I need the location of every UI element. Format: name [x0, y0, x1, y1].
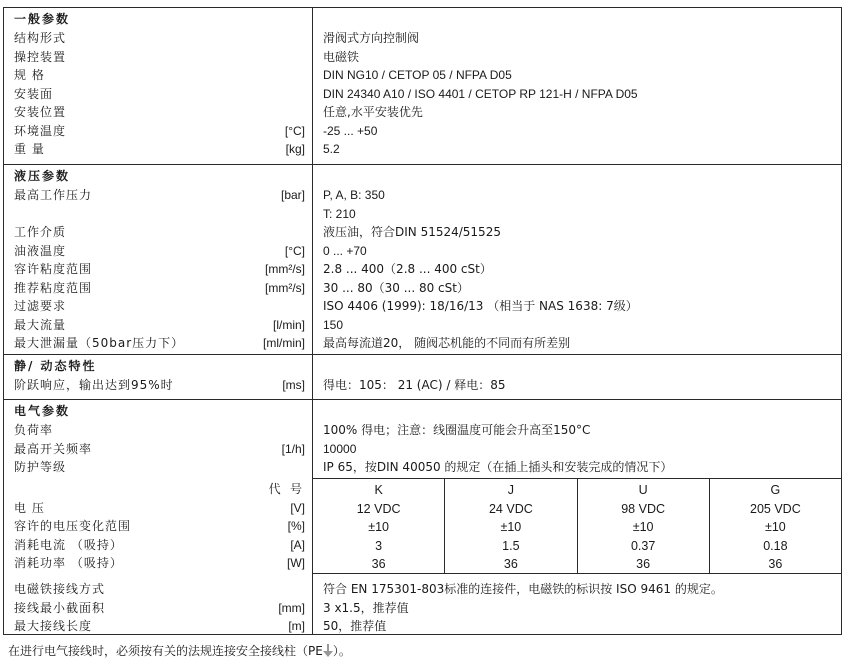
row-unit: [kg]: [285, 142, 305, 156]
row-label: 结构形式: [14, 31, 67, 45]
voltage-column-j: [444, 479, 576, 573]
row-label: 阶跃响应，输出达到95%时: [14, 378, 174, 392]
power-cell: 36: [371, 557, 386, 571]
row-label: 过滤要求: [14, 299, 67, 313]
footnote: [8, 642, 351, 659]
voltage-table: [313, 478, 841, 574]
row-unit: [m]: [288, 619, 305, 633]
row-label: 负荷率: [14, 423, 54, 437]
row-label: 最高开关频率: [14, 441, 93, 456]
voltage-cell: 205 VDC: [750, 501, 801, 516]
row-value: 150: [323, 317, 344, 332]
row-value: 30 ... 80（30 ... 80 cSt）: [323, 280, 469, 295]
row-value: T: 210: [323, 206, 356, 221]
tolerance-cell: ±10: [368, 520, 389, 534]
row-value: 100% 得电；注意：线圈温度可能会升高至150°C: [323, 423, 591, 437]
row-unit: [ms]: [282, 378, 305, 392]
row-value: -25 ... +50: [323, 123, 378, 138]
voltage-cell: 24 VDC: [488, 501, 533, 516]
power-cell: 36: [636, 557, 651, 571]
row-label: 安装位置: [14, 105, 67, 119]
row-label: 接线最小截面积: [14, 600, 106, 615]
row-label: 最大泄漏量（50bar压力下）: [14, 336, 185, 350]
footnote-text: 在进行电气接线时，必须按有关的法规连接安全接线柱（PE: [8, 644, 323, 658]
row-label: 工作介质: [14, 225, 67, 239]
row-label: 消耗功率 （吸持）: [14, 556, 123, 570]
section-title: 一般参数: [14, 12, 71, 26]
row-unit: [mm²/s]: [265, 280, 305, 295]
section-general: [4, 8, 841, 164]
row-label: 重 量: [14, 142, 45, 156]
row-value: DIN 24340 A10 / ISO 4401 / CETOP RP 121-H / NFPA D05: [323, 86, 638, 101]
power-cell: 36: [768, 557, 783, 571]
footnote-text-end: ）。: [332, 644, 351, 658]
code-cell: K: [374, 483, 383, 497]
row-label: 规 格: [14, 68, 45, 82]
spec-table: [3, 7, 842, 635]
row-unit: [bar]: [280, 188, 305, 202]
row-unit: [mm²/s]: [265, 262, 305, 276]
row-value: P, A, B: 350: [323, 188, 385, 202]
row-label: 容许粘度范围: [14, 262, 93, 276]
row-label: 最高工作压力: [14, 188, 93, 202]
row-unit: [W]: [287, 556, 305, 570]
row-label: 最大流量: [14, 317, 67, 332]
row-value: IP 65，按DIN 40050 的规定（在插上插头和安装完成的情况下）: [323, 460, 673, 474]
row-label: 最大接线长度: [14, 619, 93, 633]
row-value: ISO 4406 (1999): 18/16/13 （相当于 NAS 1638: 7级）: [323, 299, 638, 313]
voltage-cell: 98 VDC: [621, 501, 666, 516]
row-unit: [1/h]: [281, 441, 305, 456]
row-unit: [A]: [290, 537, 305, 552]
row-unit: [°C]: [284, 243, 305, 258]
row-label: 防护等级: [14, 460, 67, 474]
row-value: 滑阀式方向控制阀: [323, 31, 420, 45]
row-value: 10000: [323, 441, 357, 456]
row-value: 任意,水平安装优先: [323, 105, 423, 119]
row-value: 3 x1.5，推荐值: [323, 600, 409, 615]
row-value: 电磁铁: [323, 49, 360, 64]
row-label: 操控装置: [14, 49, 67, 64]
power-cell: 36: [503, 557, 518, 571]
current-cell: 3: [375, 538, 383, 553]
row-value: 5.2: [323, 142, 340, 156]
row-label: 油液温度: [14, 243, 67, 258]
current-cell: 1.5: [502, 538, 520, 553]
row-label: 电磁铁接线方式: [14, 582, 106, 596]
section-hydraulic: [4, 164, 841, 354]
section-dynamic: [4, 354, 841, 399]
row-value: 2.8 ... 400（2.8 ... 400 cSt）: [323, 262, 492, 276]
row-value: 50，推荐值: [323, 619, 387, 633]
row-label: 容许的电压变化范围: [14, 519, 132, 533]
row-label: 推荐粘度范围: [14, 280, 93, 295]
row-value: 得电：105： 21 (AC) / 释电：85: [323, 378, 506, 392]
section-title: 静/ 动态特性: [14, 359, 97, 373]
row-label: 电 压: [14, 500, 45, 515]
code-cell: G: [770, 483, 781, 497]
tolerance-cell: ±10: [764, 520, 786, 534]
row-label: 环境温度: [14, 123, 67, 138]
row-unit: 代 号: [268, 482, 305, 496]
row-value: 0 ... +70: [323, 243, 367, 258]
row-unit: [l/min]: [272, 317, 305, 332]
code-cell: U: [638, 483, 648, 497]
row-unit: [%]: [287, 519, 305, 533]
section-title: 液压参数: [14, 169, 71, 183]
current-cell: 0.37: [630, 538, 656, 553]
row-value: DIN NG10 / CETOP 05 / NFPA D05: [323, 68, 512, 82]
current-cell: 0.18: [763, 538, 788, 553]
ground-arrow-icon: [323, 644, 333, 657]
voltage-column-k: [313, 479, 444, 573]
voltage-cell: 12 VDC: [356, 501, 401, 516]
row-unit: [mm]: [278, 600, 305, 615]
voltage-column-u: [577, 479, 709, 573]
row-label: 消耗电流 （吸持）: [14, 537, 123, 552]
code-cell: J: [507, 483, 514, 497]
row-unit: [ml/min]: [263, 336, 305, 350]
tolerance-cell: ±10: [500, 520, 522, 534]
tolerance-cell: ±10: [632, 520, 654, 534]
row-value: 液压油，符合DIN 51524/51525: [323, 225, 501, 239]
row-value: 最高每流道20， 随阀芯机能的不同而有所差别: [323, 336, 571, 350]
section-title: 电气参数: [14, 404, 71, 418]
voltage-column-g: [709, 479, 841, 573]
row-unit: [°C]: [284, 123, 305, 138]
row-value: 符合 EN 175301-803标准的连接件，电磁铁的标识按 ISO 9461 的规定。: [323, 582, 723, 596]
row-unit: [V]: [290, 500, 305, 515]
row-label: 安装面: [14, 86, 54, 101]
